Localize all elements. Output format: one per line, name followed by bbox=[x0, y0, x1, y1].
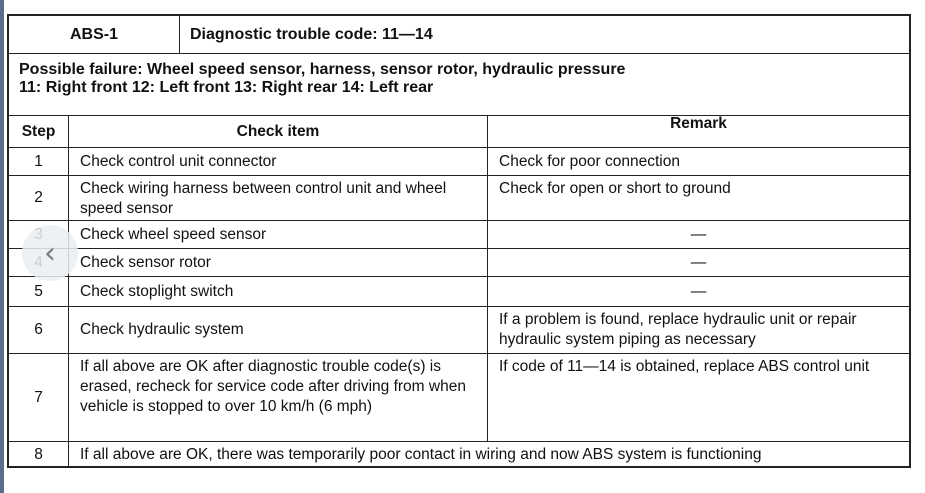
remark: — bbox=[487, 221, 909, 248]
table-row bbox=[9, 221, 909, 249]
check-item: Check control unit connector bbox=[68, 148, 487, 175]
table-row bbox=[9, 277, 909, 307]
check-item: Check sensor rotor bbox=[68, 249, 487, 276]
step-number: 1 bbox=[34, 152, 43, 170]
table-row bbox=[9, 148, 909, 176]
step-number: 6 bbox=[34, 321, 43, 338]
table-title-row bbox=[9, 16, 909, 54]
step-number: 2 bbox=[34, 189, 43, 206]
table-row bbox=[9, 249, 909, 277]
column-header-row bbox=[9, 116, 909, 148]
remark: Check for open or short to ground bbox=[487, 176, 909, 220]
dtc-title: Diagnostic trouble code: 11—14 bbox=[179, 16, 909, 53]
remark: If code of 11—14 is obtained, replace ABS control unit bbox=[487, 354, 909, 441]
table-row bbox=[9, 442, 909, 468]
step-number: 5 bbox=[34, 282, 43, 300]
table-row bbox=[9, 176, 909, 221]
window-edge bbox=[0, 0, 4, 493]
check-item: Check wiring harness between control unit and wheel speed sensor bbox=[68, 176, 487, 220]
table-row bbox=[9, 307, 909, 354]
possible-failure-line2: 11: Right front 12: Left front 13: Right rear 14: Left rear bbox=[19, 79, 434, 96]
diagnostic-table bbox=[7, 14, 911, 468]
column-header-remark: Remark bbox=[487, 116, 909, 147]
possible-failure bbox=[9, 54, 909, 115]
chevron-left-icon[interactable]: ‹ bbox=[22, 225, 78, 281]
remark: Check for poor connection bbox=[487, 148, 909, 175]
column-header-check-item: Check item bbox=[68, 116, 487, 147]
remark: — bbox=[487, 277, 909, 306]
check-item: If all above are OK after diagnostic trouble code(s) is erased, recheck for service code after driving from when vehicle is stopped to over 10 km/h (6 mph) bbox=[68, 354, 487, 441]
check-item: Check wheel speed sensor bbox=[68, 221, 487, 248]
check-item: Check hydraulic system bbox=[68, 307, 487, 353]
remark: If a problem is found, replace hydraulic unit or repair hydraulic system piping as necessary bbox=[487, 307, 909, 353]
table-row bbox=[9, 354, 909, 442]
step-number: 7 bbox=[34, 388, 43, 406]
check-item: Check stoplight switch bbox=[68, 277, 487, 306]
check-item: If all above are OK, there was temporarily poor contact in wiring and now ABS system is functioning bbox=[68, 442, 909, 468]
step-number: 8 bbox=[34, 446, 43, 463]
possible-failure-line1: Possible failure: Wheel speed sensor, harness, sensor rotor, hydraulic pressure bbox=[19, 61, 626, 78]
code-id: ABS-1 bbox=[69, 25, 118, 43]
remark: — bbox=[487, 249, 909, 276]
possible-failure-row bbox=[9, 54, 909, 116]
column-header-step: Step bbox=[21, 122, 56, 140]
